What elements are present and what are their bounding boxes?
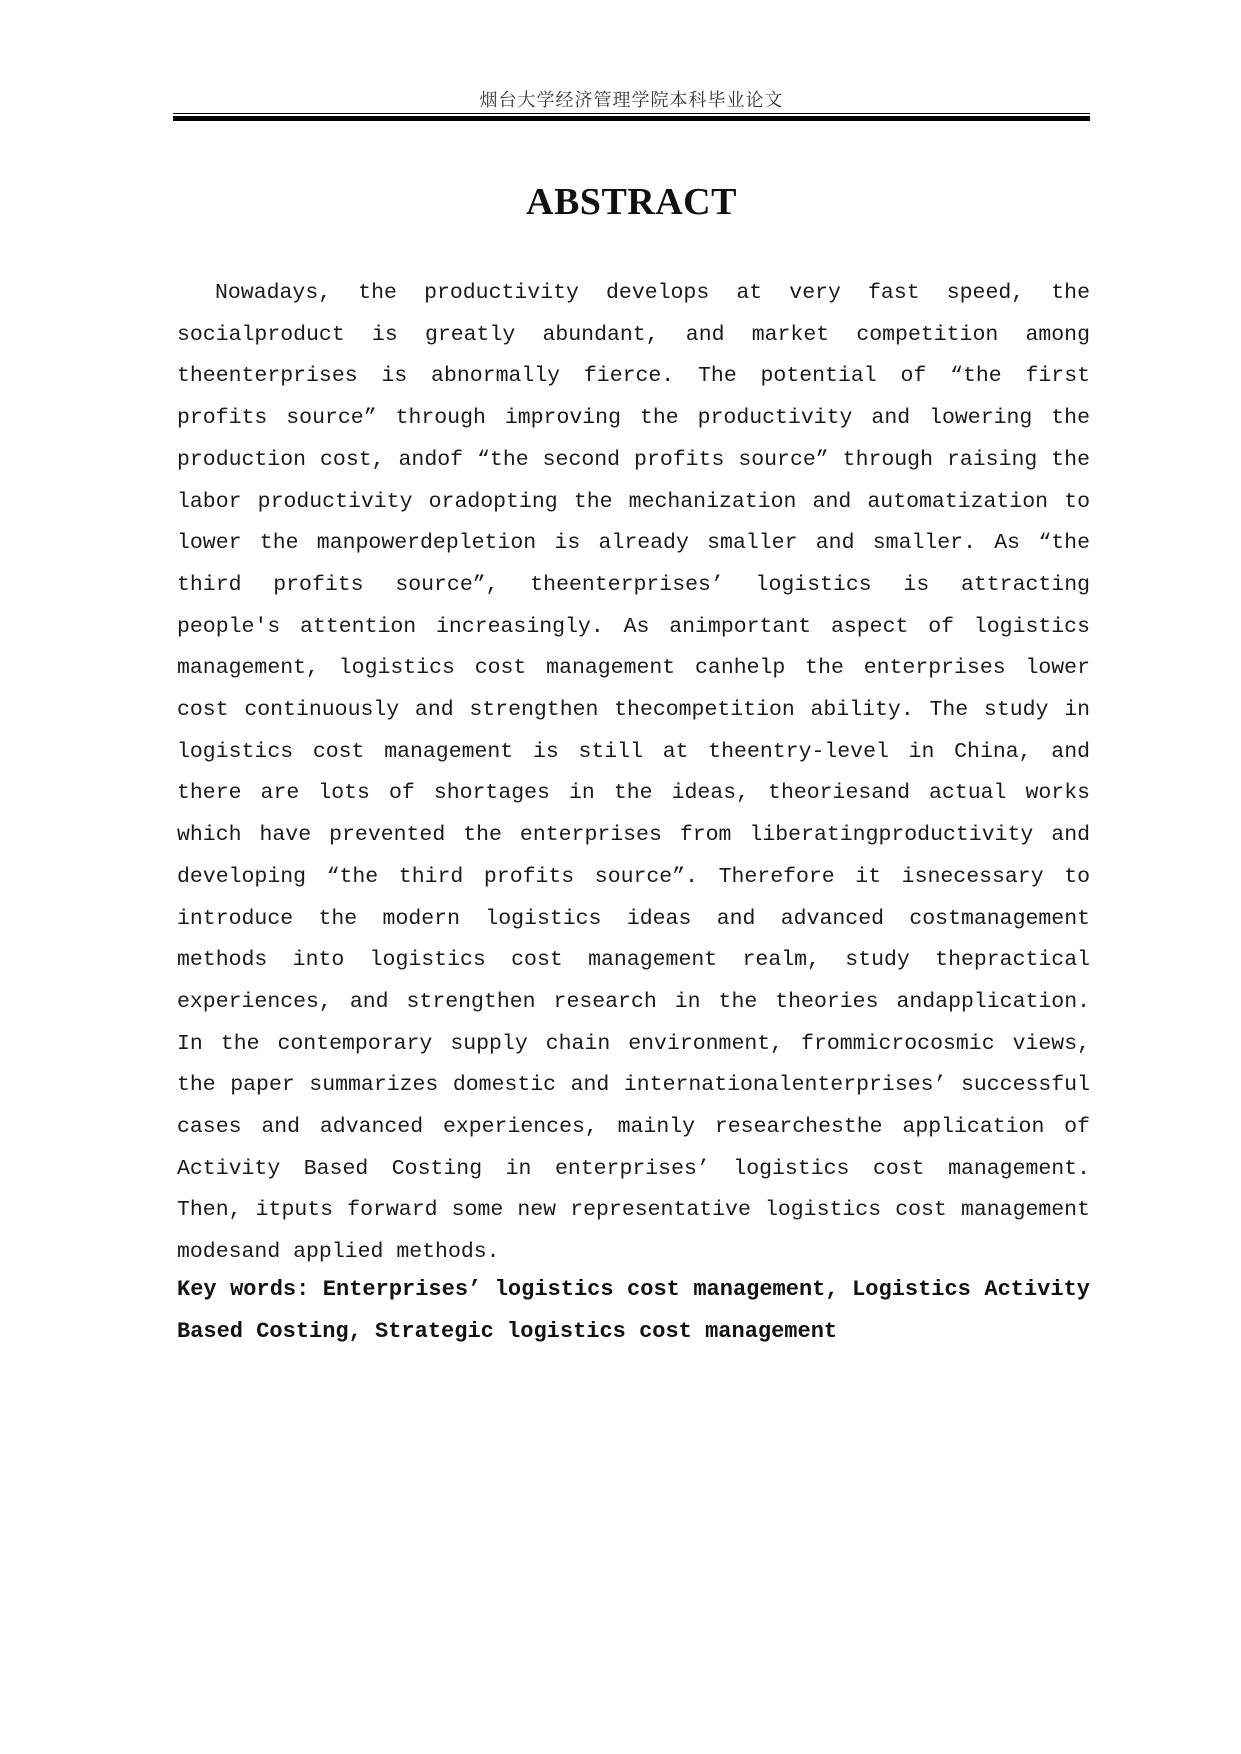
running-header: 烟台大学经济管理学院本科毕业论文 bbox=[479, 90, 784, 111]
abstract-paragraph: Nowadays, the productivity develops at very fast speed, the socialproduct is greatly abundant, and market competition among theenterprises is abnormally fierce. The potential of “the first profits source” through improving the productivity and lowering the production cost, andof “the second profits source” through raising the labor productivity oradopting the mechanization and automatization to lower the manpowerdepletion is already smaller and smaller. As “the third profits source”, theenterprises’ logistics is attracting people's attention increasingly. As animportant aspect of logistics management, logistics cost management canhelp the enterprises lower cost continuously and strengthen thecompetition ability. The study in logistics cost management is still at theentry-level in China, and there are lots of shortages in the ideas, theoriesand actual works which have prevented the enterprises from liberatingproductivity and developing “the third profits source”. Therefore it isnecessary to introduce the modern logistics ideas and advanced costmanagement methods into logistics cost management realm, study thepractical experiences, and strengthen research in the theories andapplication. In the contemporary supply chain environment, frommicrocosmic views, the paper summarizes domestic and internationalenterprises’ successful cases and advanced experiences, mainly researchesthe application of Activity Based Costing in enterprises’ logistics cost management. Then, itputs forward some new representative logistics cost management modesand applied methods. bbox=[177, 281, 1090, 1265]
page-title: ABSTRACT bbox=[526, 181, 737, 223]
header-rule-thin bbox=[173, 113, 1090, 114]
header-rule-thick bbox=[173, 116, 1090, 121]
keywords-line: Key words: Enterprises’ logistics cost management, Logistics Activity Based Costing, Strategic logistics cost management bbox=[177, 1277, 1090, 1344]
